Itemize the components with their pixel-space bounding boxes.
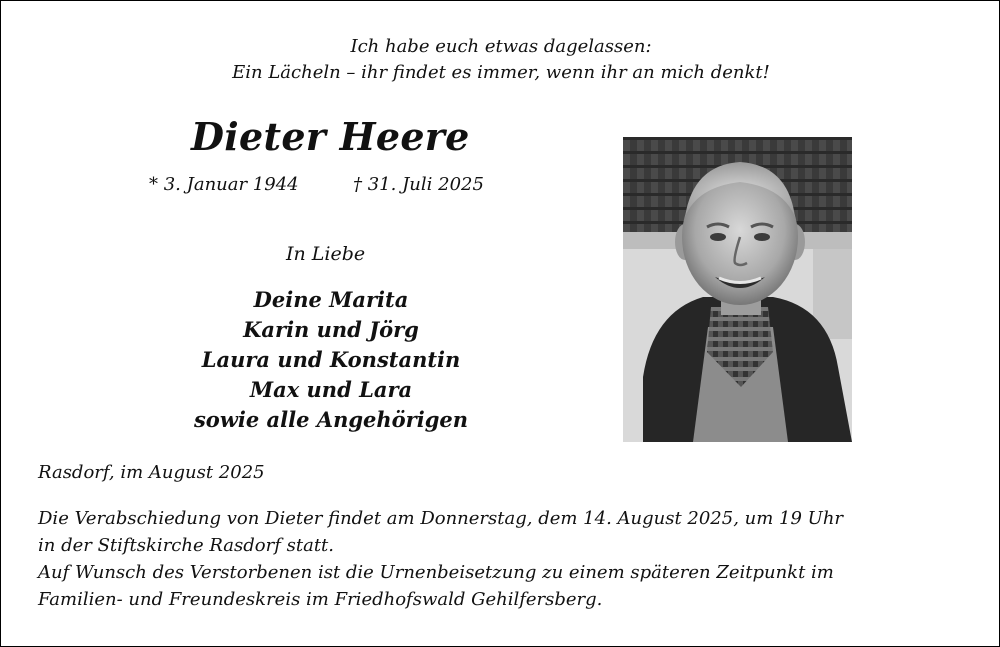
motto-line-1: Ich habe euch etwas dagelassen: xyxy=(350,36,652,57)
mourner-line: Max und Lara xyxy=(249,377,413,402)
mourner-line: sowie alle Angehörigen xyxy=(193,407,469,432)
portrait-illustration xyxy=(623,137,852,442)
info-line: Die Verabschiedung von Dieter findet am Donnerstag, dem 14. August 2025, um 19 Uhr xyxy=(38,508,844,529)
birth-date: * 3. Januar 1944 xyxy=(149,174,299,195)
in-liebe-label: In Liebe xyxy=(286,243,366,265)
mourner-line: Deine Marita xyxy=(253,287,409,312)
portrait-photo xyxy=(623,137,852,442)
info-line: Familien- und Freundeskreis im Friedhofswald Gehilfersberg. xyxy=(38,589,603,610)
mourner-line: Laura und Konstantin xyxy=(201,347,461,372)
info-line: Auf Wunsch des Verstorbenen ist die Urnenbeisetzung zu einem späteren Zeitpunkt im xyxy=(38,562,834,583)
info-line: in der Stiftskirche Rasdorf statt. xyxy=(38,535,335,556)
deceased-name: Dieter Heere xyxy=(191,114,470,159)
death-date: † 31. Juli 2025 xyxy=(353,174,484,195)
mourner-line: Karin und Jörg xyxy=(243,317,419,342)
place-and-date: Rasdorf, im August 2025 xyxy=(38,462,265,483)
motto-line-2: Ein Lächeln – ihr findet es immer, wenn ihr an mich denkt! xyxy=(232,62,770,83)
